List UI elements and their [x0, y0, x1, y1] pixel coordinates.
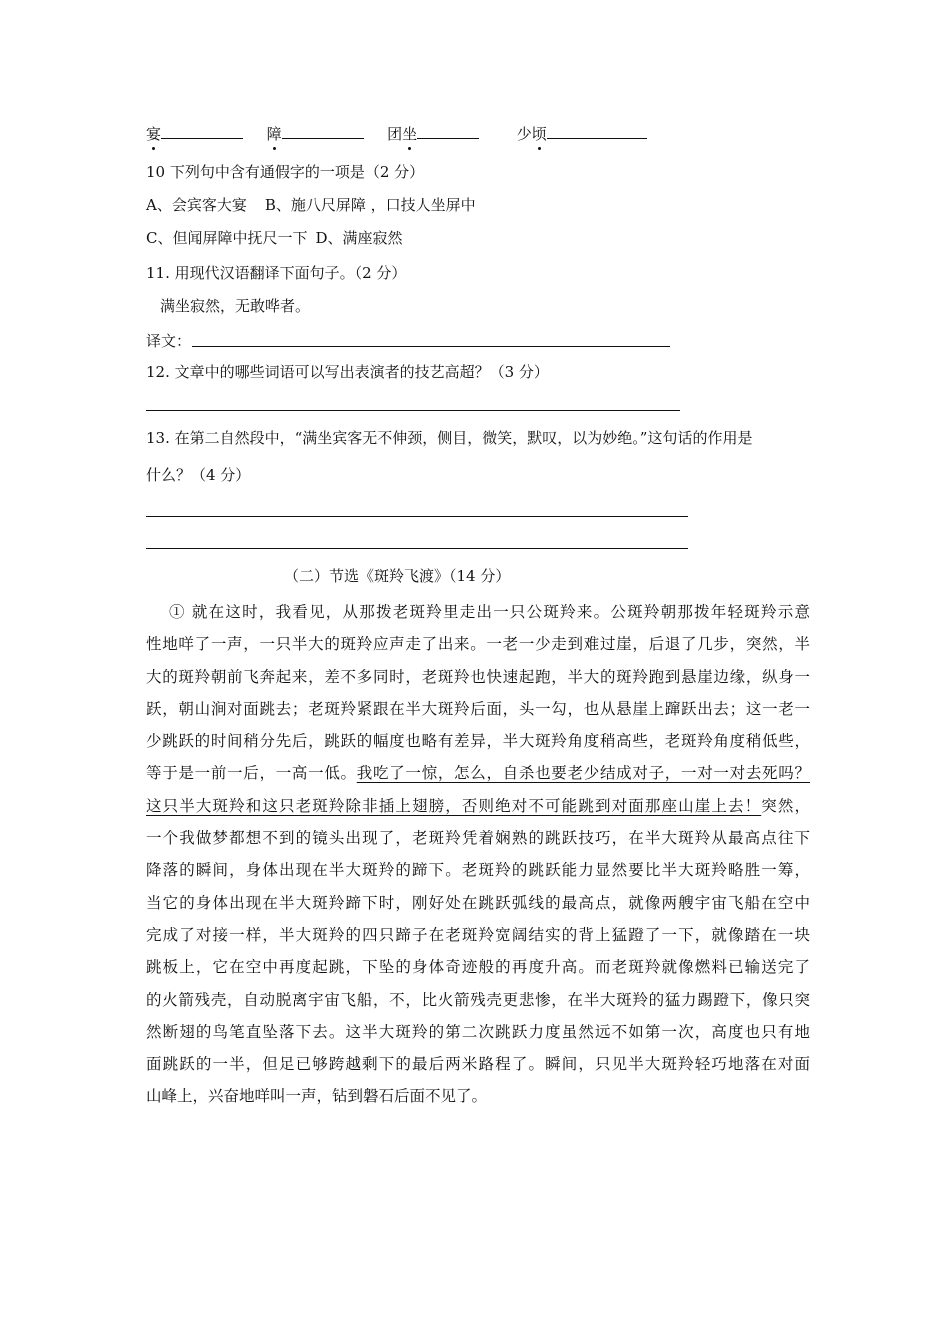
- q10-option-a: A、会宾客大宴: [146, 196, 247, 214]
- q11-sentence: 满坐寂然，无敢哗者。: [160, 297, 311, 315]
- passage-line: 少跳跃的时间稍分先后，跳跃的幅度也略有差异，半大斑羚角度稍高些，老斑羚角度稍低些，: [146, 732, 810, 751]
- q9-word-4: 顷: [531, 125, 547, 143]
- passage-line: 一个我做梦都想不到的镜头出现了，老斑羚凭着娴熟的跳跃技巧，在半大斑羚从最高点往下: [146, 829, 810, 848]
- underlined-sentence-1: 我吃了一惊，怎么，自杀也要老少结成对子，一对一对去死吗？: [356, 764, 810, 783]
- passage-line: ① 就在这时，我看见，从那拨老斑羚里走出一只公斑羚来。公斑羚朝那拨年轻斑羚示意: [169, 603, 810, 621]
- q13-answer-line-2[interactable]: [146, 548, 688, 549]
- q9-blank-4[interactable]: [547, 124, 647, 139]
- q11-answer-line[interactable]: [192, 346, 670, 347]
- q9-word-3: 坐: [402, 125, 418, 143]
- passage-line: 跳板上，它在空中再度起跳，下坠的身体奇迹般的再度升高。而老斑羚就像燃料已输送完了: [146, 958, 810, 977]
- passage-line: [146, 757, 810, 789]
- q12-answer-line[interactable]: [146, 410, 680, 411]
- passage-line: [146, 790, 810, 822]
- section-title: （二）节选《斑羚飞渡》（14 分）: [284, 567, 511, 585]
- q10-option-d: D、满座寂然: [315, 229, 403, 247]
- q13-stem-line-1: 13. 在第二自然段中，“满坐宾客无不伸颈，侧目，微笑，默叹，以为妙绝。”这句话的作用是: [146, 429, 753, 447]
- q9-blank-1[interactable]: [161, 124, 243, 139]
- q10-stem: 10 下列句中含有通假字的一项是（2 分）: [146, 163, 425, 181]
- passage: [146, 596, 810, 1113]
- underlined-sentence-2: 这只半大斑羚和这只老斑羚除非插上翅膀，否则绝对不可能跳到对面那座山崖上去！: [146, 796, 762, 815]
- q11-answer-label: 译文：: [146, 332, 192, 350]
- q11-stem: 11. 用现代汉语翻译下面句子。（2 分）: [146, 264, 407, 282]
- passage-line: 然断翅的鸟笔直坠落下去。这半大斑羚的第二次跳跃力度虽然远不如第一次，高度也只有地: [146, 1022, 810, 1041]
- q9-word-4-prefix: 少: [516, 125, 532, 143]
- q9-blank-3[interactable]: [417, 124, 479, 139]
- passage-line: 当它的身体出现在半大斑羚蹄下时，刚好处在跳跃弧线的最高点，就像两艘宇宙飞船在空中: [146, 893, 810, 912]
- q13-answer-line-1[interactable]: [146, 516, 688, 517]
- passage-line: 跃，朝山涧对面跳去；老斑羚紧跟在半大斑羚后面，头一勾，也从悬崖上蹿跃出去；这一老一: [146, 699, 810, 718]
- passage-line: 的火箭残壳，自动脱离宇宙飞船，不，比火箭残壳更悲惨，在半大斑羚的猛力踢蹬下，像只突: [146, 990, 810, 1009]
- passage-line: 大的斑羚朝前飞奔起来，差不多同时，老斑羚也快速起跑，半大的斑羚跑到悬崖边缘，纵身一: [146, 667, 810, 686]
- q10-option-b: B、施八尺屏障 ，口技人坐屏中: [264, 196, 476, 214]
- passage-line: 面跳跃的一半，但足已够跨越剩下的最后两米路程了。瞬间，只见半大斑羚轻巧地落在对面: [146, 1055, 810, 1074]
- q10-options-row-1: [146, 195, 476, 215]
- passage-line: 山峰上，兴奋地咩叫一声，钻到磐石后面不见了。: [146, 1087, 488, 1106]
- q9-fill-row: [146, 124, 647, 144]
- q9-word-3-prefix: 团: [387, 125, 403, 143]
- q12-stem: 12. 文章中的哪些词语可以写出表演者的技艺高超？（3 分）: [146, 363, 549, 381]
- q10-option-c: C、但闻屏障中抚尺一下: [146, 229, 308, 247]
- q9-word-1: 宴: [146, 125, 162, 143]
- q13-stem-line-2: 什么？（4 分）: [146, 466, 251, 484]
- passage-line: 完成了对接一样，半大斑羚的四只蹄子在老斑羚宽阔结实的背上猛蹬了一下，就像踏在一块: [146, 925, 810, 944]
- passage-line: 降落的瞬间，身体出现在半大斑羚的蹄下。老斑羚的跳跃能力显然要比半大斑羚略胜一筹，: [146, 861, 810, 880]
- passage-line: 性地咩了一声，一只半大的斑羚应声走了出来。一老一少走到难过崖，后退了几步，突然，半: [146, 635, 810, 654]
- passage-text: 突然，: [761, 796, 810, 815]
- q9-word-2: 障: [266, 125, 282, 143]
- q9-blank-2[interactable]: [282, 124, 364, 139]
- passage-text: 等于是一前一后，一高一低。: [146, 764, 357, 783]
- q10-options-row-2: [146, 228, 403, 248]
